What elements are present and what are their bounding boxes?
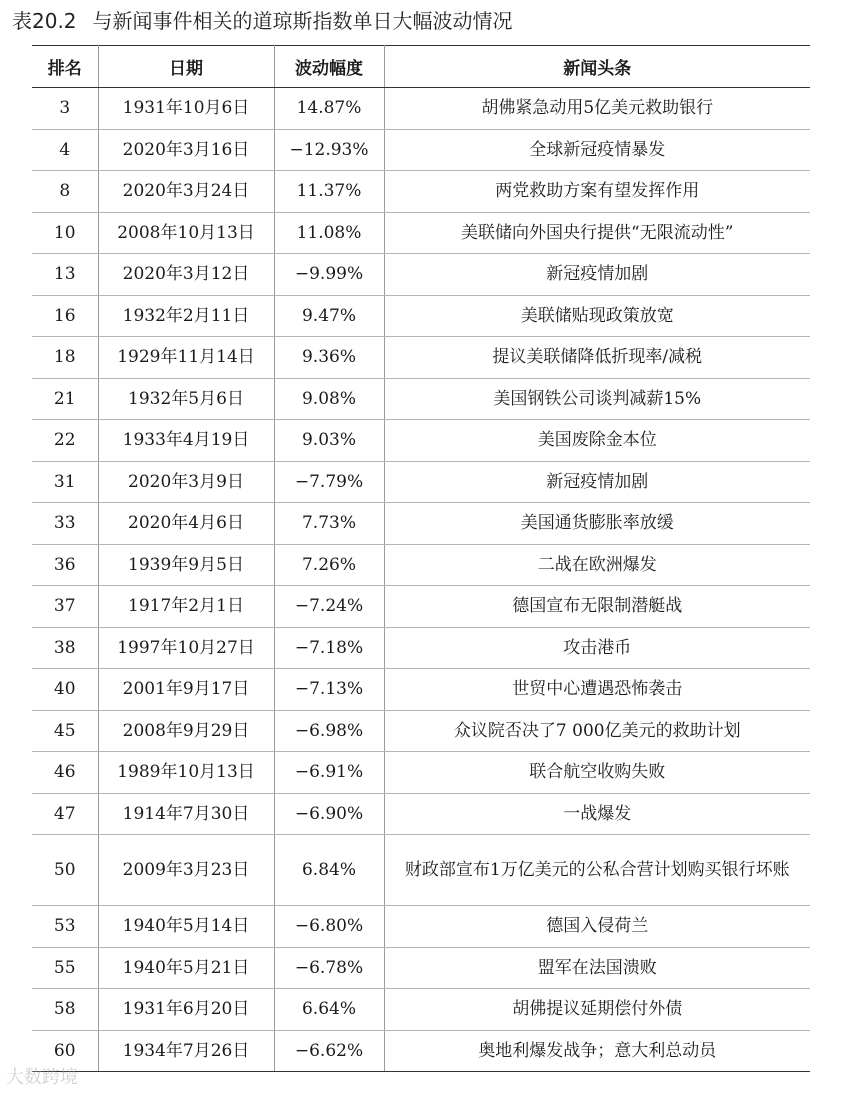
cell-headline: 胡佛紧急动用5亿美元救助银行	[384, 88, 810, 130]
cell-rank: 18	[32, 337, 98, 379]
cell-date: 2001年9月17日	[98, 669, 274, 711]
cell-headline: 攻击港币	[384, 627, 810, 669]
cell-rank: 53	[32, 906, 98, 948]
cell-rank: 33	[32, 503, 98, 545]
cell-date: 2008年9月29日	[98, 710, 274, 752]
table-row	[32, 212, 810, 254]
table-row	[32, 586, 810, 628]
cell-rank: 47	[32, 793, 98, 835]
cell-headline: 奥地利爆发战争；意大利总动员	[384, 1030, 810, 1072]
cell-date: 1940年5月21日	[98, 947, 274, 989]
cell-change: −6.62%	[274, 1030, 384, 1072]
cell-headline: 众议院否决了7 000亿美元的救助计划	[384, 710, 810, 752]
cell-date: 1929年11月14日	[98, 337, 274, 379]
cell-headline: 二战在欧洲爆发	[384, 544, 810, 586]
cell-headline: 德国入侵荷兰	[384, 906, 810, 948]
cell-change: −9.99%	[274, 254, 384, 296]
cell-rank: 36	[32, 544, 98, 586]
cell-change: 14.87%	[274, 88, 384, 130]
cell-headline: 美国通货膨胀率放缓	[384, 503, 810, 545]
cell-change: 11.08%	[274, 212, 384, 254]
cell-change: 11.37%	[274, 171, 384, 213]
table-row	[32, 129, 810, 171]
cell-headline: 全球新冠疫情暴发	[384, 129, 810, 171]
cell-change: −7.24%	[274, 586, 384, 628]
cell-headline: 美国钢铁公司谈判减薪15%	[384, 378, 810, 420]
table-row	[32, 752, 810, 794]
cell-headline: 胡佛提议延期偿付外债	[384, 989, 810, 1031]
cell-headline: 提议美联储降低折现率/减税	[384, 337, 810, 379]
watermark-logo: 大数跨境	[6, 1067, 78, 1088]
cell-headline: 世贸中心遭遇恐怖袭击	[384, 669, 810, 711]
cell-headline: 一战爆发	[384, 793, 810, 835]
cell-date: 1914年7月30日	[98, 793, 274, 835]
cell-change: −6.78%	[274, 947, 384, 989]
cell-date: 1931年10月6日	[98, 88, 274, 130]
table-row	[32, 835, 810, 906]
dow-jones-volatility-table	[32, 45, 810, 1072]
cell-date: 1933年4月19日	[98, 420, 274, 462]
cell-headline: 美联储向外国央行提供“无限流动性”	[384, 212, 810, 254]
cell-rank: 55	[32, 947, 98, 989]
cell-rank: 60	[32, 1030, 98, 1072]
cell-date: 2020年3月24日	[98, 171, 274, 213]
table-row	[32, 420, 810, 462]
table-row	[32, 710, 810, 752]
cell-change: −6.91%	[274, 752, 384, 794]
cell-change: −7.18%	[274, 627, 384, 669]
cell-date: 1917年2月1日	[98, 586, 274, 628]
cell-change: 9.47%	[274, 295, 384, 337]
cell-rank: 13	[32, 254, 98, 296]
header-row	[32, 46, 810, 88]
cell-date: 1989年10月13日	[98, 752, 274, 794]
table-row	[32, 254, 810, 296]
cell-headline: 德国宣布无限制潜艇战	[384, 586, 810, 628]
table-title: 与新闻事件相关的道琼斯指数单日大幅波动情况	[92, 9, 513, 33]
cell-headline: 财政部宣布1万亿美元的公私合营计划购买银行坏账	[384, 835, 810, 906]
table-row	[32, 337, 810, 379]
cell-rank: 31	[32, 461, 98, 503]
cell-headline: 新冠疫情加剧	[384, 254, 810, 296]
cell-headline: 新冠疫情加剧	[384, 461, 810, 503]
cell-rank: 21	[32, 378, 98, 420]
cell-date: 1997年10月27日	[98, 627, 274, 669]
cell-headline: 两党救助方案有望发挥作用	[384, 171, 810, 213]
cell-date: 2008年10月13日	[98, 212, 274, 254]
table-row	[32, 1030, 810, 1072]
cell-change: 9.36%	[274, 337, 384, 379]
cell-rank: 4	[32, 129, 98, 171]
table-row	[32, 295, 810, 337]
cell-rank: 16	[32, 295, 98, 337]
cell-change: 6.84%	[274, 835, 384, 906]
table-body	[32, 88, 810, 1072]
cell-change: 6.64%	[274, 989, 384, 1031]
cell-change: 9.08%	[274, 378, 384, 420]
table-row	[32, 989, 810, 1031]
table-row	[32, 378, 810, 420]
header-headline: 新闻头条	[384, 46, 810, 88]
table-row	[32, 544, 810, 586]
cell-rank: 22	[32, 420, 98, 462]
cell-change: 7.26%	[274, 544, 384, 586]
table-row	[32, 669, 810, 711]
cell-rank: 8	[32, 171, 98, 213]
cell-date: 2020年3月16日	[98, 129, 274, 171]
cell-change: 7.73%	[274, 503, 384, 545]
cell-change: −7.13%	[274, 669, 384, 711]
cell-date: 1931年6月20日	[98, 989, 274, 1031]
cell-rank: 50	[32, 835, 98, 906]
cell-change: 9.03%	[274, 420, 384, 462]
cell-rank: 10	[32, 212, 98, 254]
table-row	[32, 461, 810, 503]
table-row	[32, 88, 810, 130]
table-row	[32, 503, 810, 545]
cell-rank: 46	[32, 752, 98, 794]
cell-rank: 3	[32, 88, 98, 130]
table-row	[32, 627, 810, 669]
cell-rank: 45	[32, 710, 98, 752]
cell-change: −12.93%	[274, 129, 384, 171]
cell-headline: 美联储贴现政策放宽	[384, 295, 810, 337]
table-row	[32, 947, 810, 989]
table-row	[32, 793, 810, 835]
header-rank: 排名	[32, 46, 98, 88]
cell-rank: 38	[32, 627, 98, 669]
table-row	[32, 171, 810, 213]
cell-date: 1940年5月14日	[98, 906, 274, 948]
cell-change: −7.79%	[274, 461, 384, 503]
table-row	[32, 906, 810, 948]
cell-date: 2020年3月12日	[98, 254, 274, 296]
cell-rank: 58	[32, 989, 98, 1031]
table-caption	[12, 7, 513, 35]
cell-headline: 盟军在法国溃败	[384, 947, 810, 989]
cell-date: 2020年4月6日	[98, 503, 274, 545]
cell-headline: 联合航空收购失败	[384, 752, 810, 794]
cell-headline: 美国废除金本位	[384, 420, 810, 462]
cell-change: −6.80%	[274, 906, 384, 948]
header-change: 波动幅度	[274, 46, 384, 88]
cell-date: 1934年7月26日	[98, 1030, 274, 1072]
cell-date: 1939年9月5日	[98, 544, 274, 586]
table-number: 表20.2	[12, 9, 77, 33]
cell-date: 2020年3月9日	[98, 461, 274, 503]
cell-date: 2009年3月23日	[98, 835, 274, 906]
cell-rank: 37	[32, 586, 98, 628]
cell-change: −6.90%	[274, 793, 384, 835]
cell-date: 1932年2月11日	[98, 295, 274, 337]
cell-change: −6.98%	[274, 710, 384, 752]
cell-rank: 40	[32, 669, 98, 711]
table-header	[32, 46, 810, 88]
cell-date: 1932年5月6日	[98, 378, 274, 420]
header-date: 日期	[98, 46, 274, 88]
